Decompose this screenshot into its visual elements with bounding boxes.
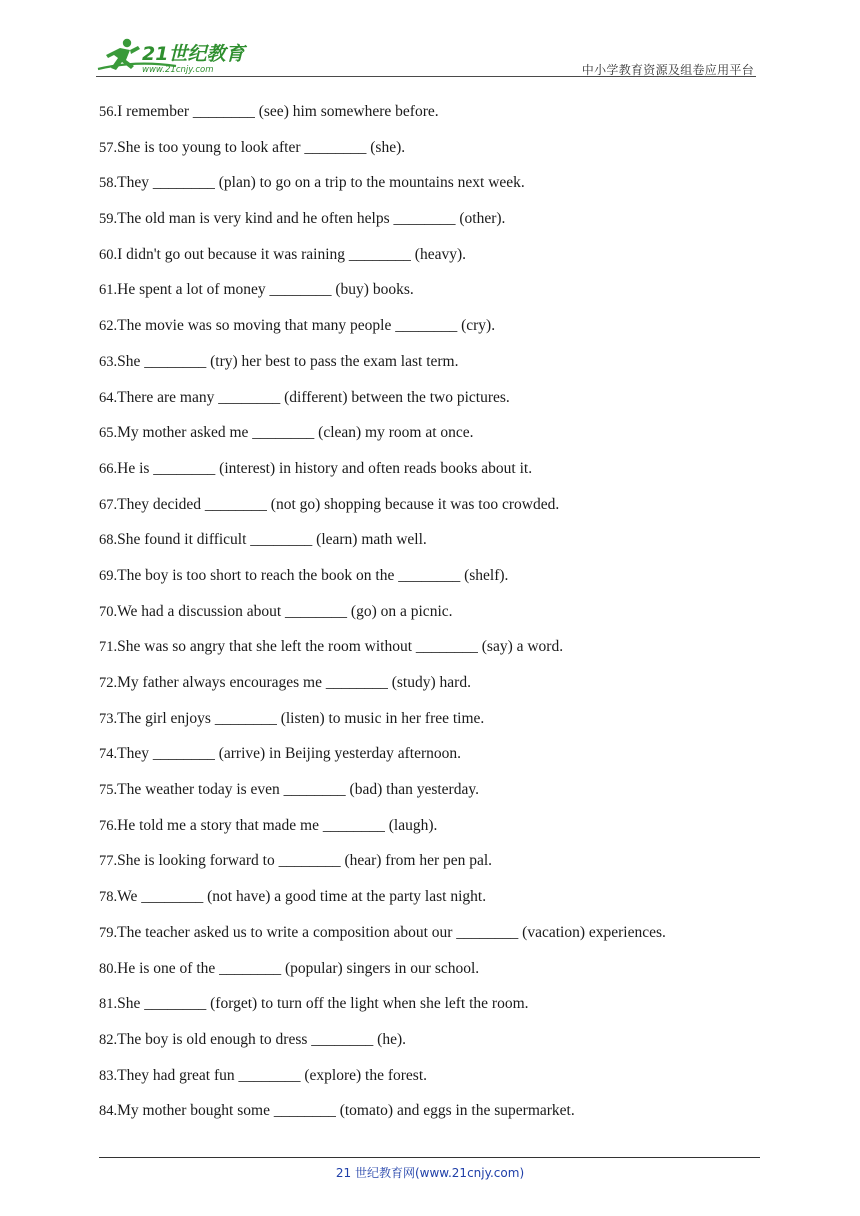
question-number: 61. (99, 282, 118, 299)
question-number: 65. (99, 425, 118, 442)
question-text: The weather today is even ________ (bad) than yesterday. (117, 781, 479, 799)
question-number: 72. (99, 675, 118, 691)
question-text: They ________ (arrive) in Beijing yesterday afternoon. (117, 745, 462, 763)
question-number: 70. (99, 603, 118, 620)
question-number: 69. (99, 567, 118, 584)
question-item (99, 243, 759, 279)
question-text: I didn't go out because it was raining ________ (heavy). (117, 245, 467, 263)
question-number: 64. (99, 389, 118, 406)
question-number: 79. (99, 924, 118, 941)
question-text: The old man is very kind and he often helps ________ (other). (117, 210, 506, 228)
question-text: The girl enjoys ________ (listen) to music in her free time. (117, 709, 485, 727)
question-item (99, 314, 759, 350)
question-text: He spent a lot of money ________ (buy) books. (117, 281, 414, 299)
question-text: The boy is too short to reach the book on the ________ (shelf). (117, 566, 509, 584)
question-number: 62. (99, 318, 118, 335)
question-number: 84. (99, 1103, 118, 1120)
question-text: They decided ________ (not go) shopping because it was too crowded. (117, 495, 560, 513)
question-number: 58. (99, 175, 118, 192)
question-text: We ________ (not have) a good time at the party last night. (117, 888, 487, 906)
question-item (99, 1099, 759, 1135)
question-item (99, 100, 759, 136)
question-number: 81. (99, 996, 118, 1013)
question-number: 68. (99, 532, 118, 549)
question-text: They had great fun ________ (explore) the forest. (117, 1066, 428, 1084)
question-item (99, 707, 759, 743)
question-item (99, 1028, 759, 1064)
question-item (99, 528, 759, 564)
question-number: 80. (99, 960, 118, 977)
question-item (99, 136, 759, 172)
question-number: 77. (99, 853, 118, 870)
question-item (99, 421, 759, 457)
question-item (99, 957, 759, 993)
question-item (99, 386, 759, 422)
question-number: 75. (99, 782, 118, 799)
question-text: There are many ________ (different) between the two pictures. (117, 388, 510, 406)
question-text: We had a discussion about ________ (go) on a picnic. (117, 602, 453, 620)
question-text: The teacher asked us to write a composition about our ________ (vacation) experiences. (117, 923, 666, 941)
question-number: 78. (99, 889, 118, 906)
question-number: 59. (99, 211, 118, 228)
footer-link[interactable]: 21 世纪教育网(www.21cnjy.com) (335, 1166, 525, 1180)
question-number: 71. (99, 639, 118, 656)
question-item (99, 885, 759, 921)
question-item (99, 493, 759, 529)
question-item (99, 600, 759, 636)
question-list (99, 100, 759, 1135)
question-item (99, 207, 759, 243)
question-number: 74. (99, 746, 118, 763)
question-text: She found it difficult ________ (learn) math well. (117, 531, 427, 549)
question-text: They ________ (plan) to go on a trip to the mountains next week. (117, 174, 525, 192)
question-item (99, 350, 759, 386)
question-text: He told me a story that made me ________ (laugh). (117, 816, 438, 834)
question-item (99, 992, 759, 1028)
question-number: 63. (99, 353, 118, 370)
question-text: He is ________ (interest) in history and often reads books about it. (117, 459, 533, 477)
question-text: I remember ________ (see) him somewhere before. (117, 103, 439, 120)
question-item (99, 635, 759, 671)
question-text: She ________ (try) her best to pass the exam last term. (117, 352, 459, 370)
question-number: 66. (99, 460, 118, 477)
question-item (99, 1064, 759, 1100)
question-number: 67. (99, 496, 118, 513)
question-item (99, 814, 759, 850)
question-text: She is too young to look after ________ (she). (117, 138, 406, 156)
footer-divider (99, 1157, 760, 1158)
question-text: My father always encourages me ________ (study) hard. (117, 674, 471, 691)
question-number: 82. (99, 1031, 118, 1048)
question-number: 76. (99, 817, 118, 834)
question-item (99, 278, 759, 314)
question-text: He is one of the ________ (popular) singers in our school. (117, 959, 480, 977)
question-number: 60. (99, 246, 118, 263)
question-item (99, 742, 759, 778)
site-logo (96, 36, 266, 78)
svg-text:21世纪教育: 21世纪教育 (142, 43, 245, 65)
question-number: 57. (99, 139, 118, 156)
question-text: She was so angry that she left the room without ________ (say) a word. (117, 638, 564, 656)
question-number: 83. (99, 1067, 118, 1084)
question-text: She is looking forward to ________ (hear) from her pen pal. (117, 852, 493, 870)
question-text: The boy is old enough to dress ________ (he). (117, 1030, 406, 1048)
header-divider (96, 76, 756, 77)
question-number: 56. (99, 104, 118, 120)
svg-text:www.21cnjy.com: www.21cnjy.com (142, 65, 214, 75)
question-item (99, 849, 759, 885)
question-item (99, 921, 759, 957)
question-text: She ________ (forget) to turn off the light when she left the room. (117, 995, 529, 1013)
question-text: My mother bought some ________ (tomato) and eggs in the supermarket. (117, 1102, 575, 1120)
question-item (99, 564, 759, 600)
question-item (99, 171, 759, 207)
question-text: The movie was so moving that many people ________ (cry). (117, 317, 496, 335)
question-item (99, 778, 759, 814)
question-item (99, 671, 759, 707)
question-number: 73. (99, 710, 118, 727)
question-text: My mother asked me ________ (clean) my room at once. (117, 424, 474, 442)
question-item (99, 457, 759, 493)
page-header (96, 36, 756, 78)
platform-tagline: 中小学教育资源及组卷应用平台 (581, 63, 754, 77)
